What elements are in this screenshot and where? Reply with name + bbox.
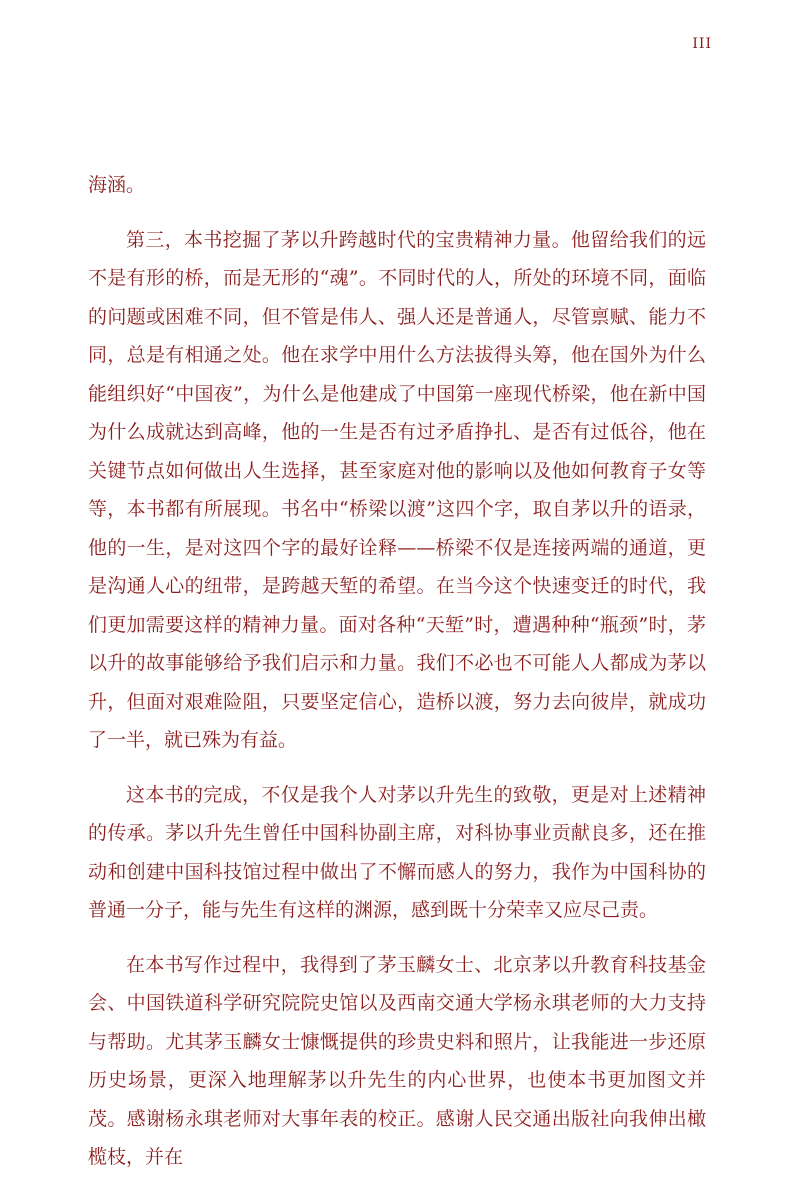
- paragraph-3: 这本书的完成，不仅是我个人对茅以升先生的致敬，更是对上述精神的传承。茅以升先生曾任中国科协副主席，对科协事业贡献良多，还在推动和创建中国科技馆过程中做出了不懈而感人的努力，我作为中国科协的普通一分子，能与先生有这样的渊源，感到既十分荣幸又应尽己责。: [88, 783, 706, 921]
- paragraph-1: 海涵。: [88, 174, 146, 196]
- body-text: [88, 166, 706, 1193]
- page-number: III: [692, 36, 712, 52]
- paragraph-4: 在本书写作过程中，我得到了茅玉麟女士、北京茅以升教育科技基金会、中国铁道科学研究院院史馆以及西南交通大学杨永琪老师的大力支持与帮助。尤其茅玉麟女士慷慨提供的珍贵史料和照片，让我能进一步还原历史场景，更深入地理解茅以升先生的内心世界，也使本书更加图文并茂。感谢杨永琪老师对大事年表的校正。感谢人民交通出版社向我伸出橄榄枝，并在: [88, 953, 706, 1168]
- paragraph-2: 第三，本书挖掘了茅以升跨越时代的宝贵精神力量。他留给我们的远不是有形的桥，而是无形的“魂”。不同时代的人，所处的环境不同，面临的问题或困难不同，但不管是伟人、强人还是普通人，尽管禀赋、能力不同，总是有相通之处。他在求学中用什么方法拔得头筹，他在国外为什么能组织好“中国夜”，为什么是他建成了中国第一座现代桥梁，他在新中国为什么成就达到高峰，他的一生是否有过矛盾挣扎、是否有过低谷，他在关键节点如何做出人生选择，甚至家庭对他的影响以及他如何教育子女等等，本书都有所展现。书名中“桥梁以渡”这四个字，取自茅以升的语录，他的一生，是对这四个字的最好诠释——桥梁不仅是连接两端的通道，更是沟通人心的纽带，是跨越天堑的希望。在当今这个快速变迁的时代，我们更加需要这样的精神力量。面对各种“天堑”时，遭遇种种“瓶颈”时，茅以升的故事能够给予我们启示和力量。我们不必也不可能人人都成为茅以升，但面对艰难险阻，只要坚定信心，造桥以渡，努力去向彼岸，就成功了一半，就已殊为有益。: [88, 228, 706, 751]
